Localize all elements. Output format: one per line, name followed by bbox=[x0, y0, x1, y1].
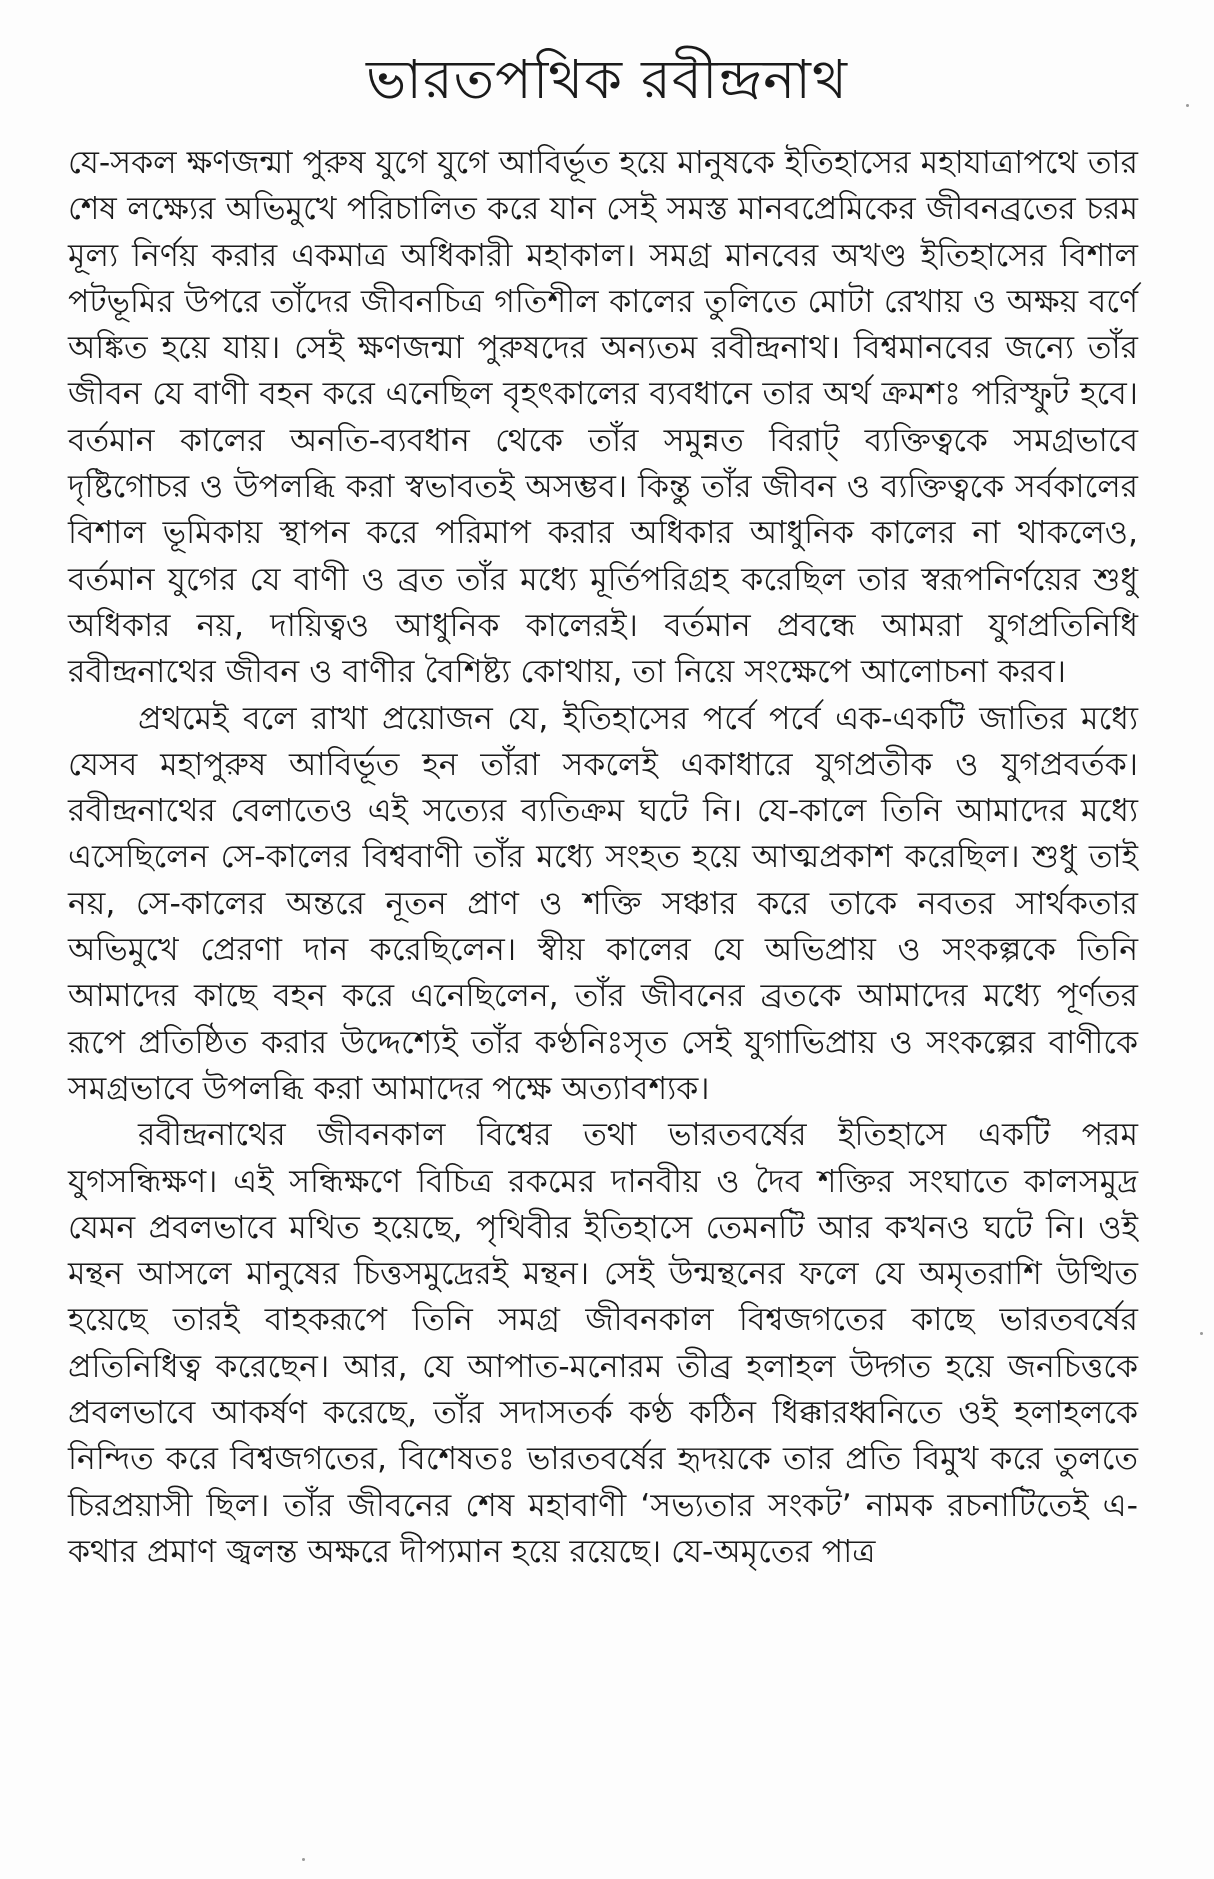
scan-speck bbox=[1186, 104, 1189, 107]
scan-speck bbox=[302, 1858, 305, 1861]
paragraph-1: যে-সকল ক্ষণজন্মা পুরুষ যুগে যুগে আবির্ভূত হয়ে মানুষকে ইতিহাসের মহাযাত্রাপথে তার শেষ লক্ষ্যের অভিমুখে পরিচালিত করে যান সেই সমস্ত মানবপ্রেমিকের জীবনব্রতের চরম মূল্য নির্ণয় করার একমাত্র অধিকারী মহাকাল। সমগ্র মানবের অখণ্ড ইতিহাসের বিশাল পটভূমির উপরে তাঁদের জীবনচিত্র গতিশীল কালের তুলিতে মোটা রেখায় ও অক্ষয় বর্ণে অঙ্কিত হয়ে যায়। সেই ক্ষণজন্মা পুরুষদের অন্যতম রবীন্দ্রনাথ। বিশ্বমানবের জন্যে তাঁর জীবন যে বাণী বহন করে এনেছিল বৃহৎকালের ব্যবধানে তার অর্থ ক্রমশঃ পরিস্ফুট হবে। বর্তমান কালের অনতি-ব্যবধান থেকে তাঁর সমুন্নত বিরাট্ ব্যক্তিত্বকে সমগ্রভাবে দৃষ্টিগোচর ও উপলব্ধি করা স্বভাবতই অসম্ভব। কিন্তু তাঁর জীবন ও ব্যক্তিত্বকে সর্বকালের বিশাল ভূমিকায় স্থাপন করে পরিমাপ করার অধিকার আধুনিক কালের না থাকলেও, বর্তমান যুগের যে বাণী ও ব্রত তাঁর মধ্যে মূর্তিপরিগ্রহ করেছিল তার স্বরূপনির্ণয়ের শুধু অধিকার নয়, দায়িত্বও আধুনিক কালেরই। বর্তমান প্রবন্ধে আমরা যুগপ্রতিনিধি রবীন্দ্রনাথের জীবন ও বাণীর বৈশিষ্ট্য কোথায়, তা নিয়ে সংক্ষেপে আলোচনা করব। bbox=[68, 145, 1138, 691]
paragraph-2: প্রথমেই বলে রাখা প্রয়োজন যে, ইতিহাসের পর্বে পর্বে এক-একটি জাতির মধ্যে যেসব মহাপুরুষ আবির্ভূত হন তাঁরা সকলেই একাধারে যুগপ্রতীক ও যুগপ্রবর্তক। রবীন্দ্রনাথের বেলাতেও এই সত্যের ব্যতিক্রম ঘটে নি। যে-কালে তিনি আমাদের মধ্যে এসেছিলেন সে-কালের বিশ্ববাণী তাঁর মধ্যে সংহত হয়ে আত্মপ্রকাশ করেছিল। শুধু তাই নয়, সে-কালের অন্তরে নূতন প্রাণ ও শক্তি সঞ্চার করে তাকে নবতর সার্থকতার অভিমুখে প্রেরণা দান করেছিলেন। স্বীয় কালের যে অভিপ্রায় ও সংকল্পকে তিনি আমাদের কাছে বহন করে এনেছিলেন, তাঁর জীবনের ব্রতকে আমাদের মধ্যে পূর্ণতর রূপে প্রতিষ্ঠিত করার উদ্দেশ্যেই তাঁর কণ্ঠনিঃসৃত সেই যুগাভিপ্রায় ও সংকল্পের বাণীকে সমগ্রভাবে উপলব্ধি করা আমাদের পক্ষে অত্যাবশ্যক। bbox=[68, 700, 1138, 1107]
paragraph-3: রবীন্দ্রনাথের জীবনকাল বিশ্বের তথা ভারতবর্ষের ইতিহাসে একটি পরম যুগসন্ধিক্ষণ। এই সন্ধিক্ষণে বিচিত্র রকমের দানবীয় ও দৈব শক্তির সংঘাতে কালসমুদ্র যেমন প্রবলভাবে মথিত হয়েছে, পৃথিবীর ইতিহাসে তেমনটি আর কখনও ঘটে নি। ওই মন্থন আসলে মানুষের চিত্তসমুদ্রেরই মন্থন। সেই উন্মন্থনের ফলে যে অমৃতরাশি উত্থিত হয়েছে তারই বাহকরূপে তিনি সমগ্র জীবনকাল বিশ্বজগতের কাছে ভারতবর্ষের প্রতিনিধিত্ব করেছেন। আর, যে আপাত-মনোরম তীব্র হলাহল উদ্গত হয়ে জনচিত্তকে প্রবলভাবে আকর্ষণ করেছে, তাঁর সদাসতর্ক কণ্ঠ কঠিন ধিক্কারধ্বনিতে ওই হলাহলকে নিন্দিত করে বিশ্বজগতের, বিশেষতঃ ভারতবর্ষের হৃদয়কে তার প্রতি বিমুখ করে তুলতে চিরপ্রয়াসী ছিল। তাঁর জীবনের শেষ মহাবাণী ‘সভ্যতার সংকট’ নামক রচনাটিতেই এ-কথার প্রমাণ জ্বলন্ত অক্ষরে দীপ্যমান হয়ে রয়েছে। যে-অমৃতের পাত্র bbox=[68, 1117, 1138, 1570]
article-body bbox=[68, 140, 1138, 1575]
scan-speck bbox=[1200, 1332, 1203, 1335]
page-title: ভারতপথিক রবীন্দ্রনাথ bbox=[366, 48, 848, 111]
